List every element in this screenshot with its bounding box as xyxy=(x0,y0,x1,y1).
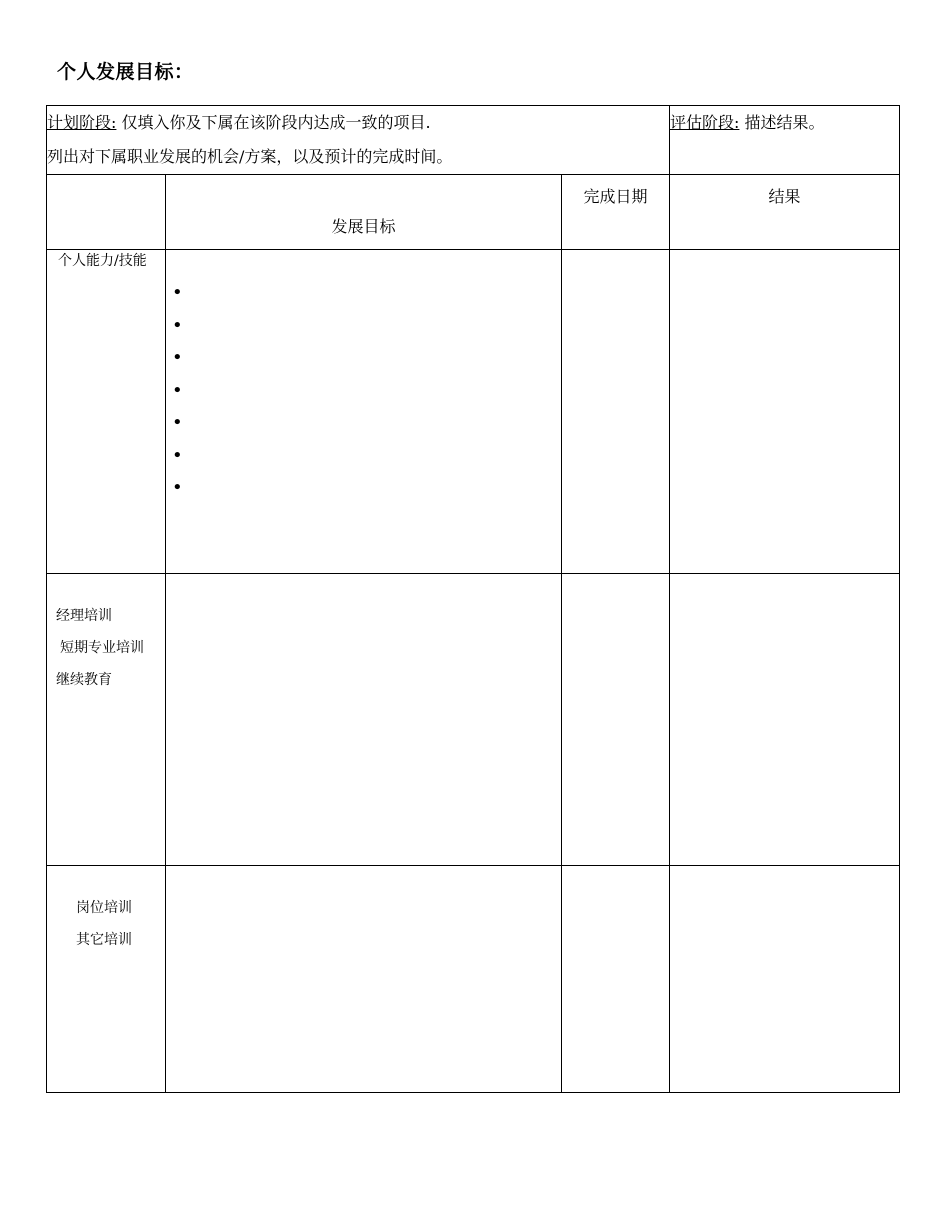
table-row xyxy=(47,250,900,574)
column-header-row xyxy=(47,175,900,250)
plan-stage-line-2: 列出对下属职业发展的机会/方案，以及预计的完成时间。 xyxy=(47,147,453,166)
date-input-cell[interactable] xyxy=(562,866,670,1093)
date-input-cell[interactable] xyxy=(562,250,670,574)
bullet-item: • xyxy=(172,444,183,466)
goal-header-cell xyxy=(166,175,562,250)
result-column-title: 结果 xyxy=(768,187,801,206)
page-title: 个人发展目标： xyxy=(57,61,194,83)
bullet-item: • xyxy=(172,347,183,368)
category-label: 短期专业培训 xyxy=(60,640,144,656)
eval-stage-label: 评估阶段: xyxy=(670,113,740,132)
goal-input-cell[interactable] xyxy=(166,866,562,1093)
plan-stage-text: 仅填入你及下属在该阶段内达成一致的项目. xyxy=(116,113,431,132)
date-column-title: 完成日期 xyxy=(583,187,648,206)
category-label: 个人能力/技能 xyxy=(58,253,147,269)
date-header-cell xyxy=(562,175,670,250)
result-input-cell[interactable] xyxy=(670,866,900,1093)
result-input-cell[interactable] xyxy=(670,574,900,866)
date-input-cell[interactable] xyxy=(562,574,670,866)
eval-stage-cell[interactable] xyxy=(670,106,900,175)
goal-input-cell[interactable] xyxy=(166,574,562,866)
goal-column-title: 发展目标 xyxy=(331,217,396,236)
plan-stage-line-1 xyxy=(47,106,669,140)
category-cell xyxy=(47,866,166,1093)
table-row xyxy=(47,574,900,866)
table-row xyxy=(47,866,900,1093)
result-header-cell xyxy=(670,175,900,250)
category-header-cell xyxy=(47,175,166,250)
bullet-item: • xyxy=(172,477,183,498)
development-plan-table xyxy=(46,105,900,1093)
category-label: 继续教育 xyxy=(56,672,112,688)
eval-stage-text: 描述结果。 xyxy=(739,113,825,132)
instruction-row xyxy=(47,106,900,175)
plan-stage-label: 计划阶段: xyxy=(47,113,117,132)
eval-stage-line xyxy=(670,106,899,140)
category-cell xyxy=(47,574,166,866)
bullet-item: • xyxy=(172,379,183,401)
result-input-cell[interactable] xyxy=(670,250,900,574)
bullet-item: • xyxy=(172,314,183,336)
goal-bullet-list xyxy=(166,250,561,505)
category-label: 其它培训 xyxy=(76,932,132,948)
category-label: 经理培训 xyxy=(56,608,112,624)
category-label: 岗位培训 xyxy=(76,900,132,916)
bullet-item: • xyxy=(172,282,183,303)
plan-stage-cell[interactable] xyxy=(47,106,670,175)
goal-input-cell[interactable] xyxy=(166,250,562,574)
bullet-item: • xyxy=(172,412,183,433)
category-cell xyxy=(47,250,166,574)
